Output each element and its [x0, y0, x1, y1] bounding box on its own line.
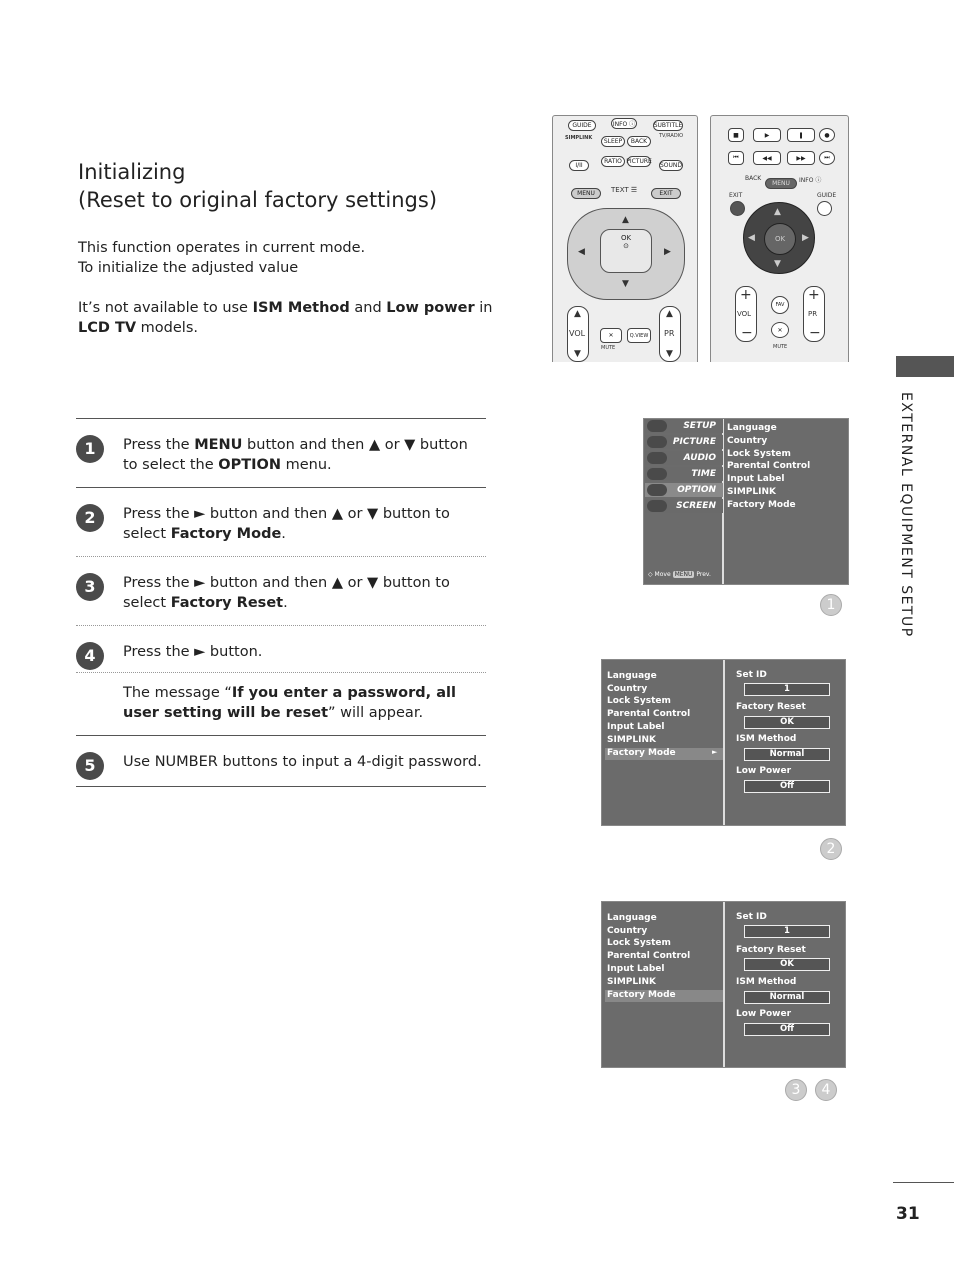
lcd-tv-term: LCD TV — [78, 320, 137, 336]
step-number: 2 — [76, 504, 104, 532]
option-term: OPTION — [218, 457, 281, 473]
sleep-button[interactable]: SLEEP — [601, 136, 625, 147]
ok-button-right[interactable]: OK — [764, 223, 796, 255]
intro-text-fragment: and — [349, 300, 387, 316]
category-label: SETUP — [683, 421, 716, 431]
remote-control-illustration — [552, 115, 849, 362]
ism-method-field[interactable]: Normal — [744, 748, 830, 761]
volume-rocker-right[interactable] — [735, 286, 757, 342]
ism-method-term: ISM Method — [252, 300, 350, 316]
step-2 — [76, 488, 486, 557]
menu-item[interactable]: Language — [607, 913, 657, 923]
factory-mode-term: Factory Mode — [170, 526, 282, 542]
right-arrow-icon[interactable]: ▶ — [802, 233, 809, 243]
page-title — [78, 158, 437, 214]
menu-button-right[interactable]: MENU — [765, 178, 797, 189]
setting-label: ISM Method — [736, 734, 797, 744]
factory-reset-field[interactable]: OK — [744, 716, 830, 729]
menu-item[interactable]: SIMPLINK — [727, 487, 776, 497]
ism-method-field[interactable]: Normal — [744, 991, 830, 1004]
factory-reset-field[interactable]: OK — [744, 958, 830, 971]
menu-divider — [723, 660, 725, 825]
tvradio-label: TV/RADIO — [659, 133, 684, 139]
remote-left — [552, 115, 698, 362]
category-label: SCREEN — [676, 501, 716, 511]
step-text: Press the — [123, 437, 195, 453]
step-number: 3 — [76, 573, 104, 601]
factory-reset-term: Factory Reset — [170, 595, 284, 611]
volume-plus-icon[interactable]: + — [740, 287, 752, 303]
category-label: PICTURE — [672, 437, 716, 447]
time-icon — [647, 468, 667, 480]
down-arrow-icon[interactable]: ▼ — [774, 259, 781, 269]
back-label: BACK — [745, 175, 762, 182]
menu-item[interactable]: Language — [607, 671, 657, 681]
sound-button[interactable]: SOUND — [659, 162, 683, 169]
steps-list — [76, 418, 486, 787]
guide-label: GUIDE — [817, 192, 837, 199]
title-line-2: (Reset to original factory settings) — [78, 188, 438, 212]
subtitle-button[interactable]: SUBTITLE — [653, 122, 683, 129]
title-line-1: Initializing — [78, 160, 186, 184]
setting-label: Set ID — [736, 912, 767, 922]
menu-item[interactable]: Lock System — [607, 696, 671, 706]
intro-line-2: To initialize the adjusted value — [78, 260, 299, 276]
pause-icon: ❚ — [798, 131, 804, 139]
dual-button[interactable]: I/II — [569, 160, 589, 171]
category-setup[interactable] — [645, 419, 723, 433]
section-label: EXTERNAL EQUIPMENT SETUP — [898, 392, 914, 638]
intro-text-fragment: It’s not available to use — [78, 300, 253, 316]
menu-item[interactable]: Parental Control — [607, 709, 691, 719]
left-arrow-icon[interactable]: ◀ — [578, 247, 585, 257]
stop-button[interactable] — [728, 128, 744, 142]
previous-icon: ⏮ — [733, 154, 739, 161]
fast-forward-button[interactable] — [787, 151, 815, 165]
step-number: 5 — [76, 752, 104, 780]
callout-2: 2 — [820, 838, 842, 860]
stop-icon: ■ — [733, 131, 739, 139]
fav-button[interactable]: FAV — [771, 296, 789, 314]
menu-item[interactable]: SIMPLINK — [607, 735, 656, 745]
screen-icon — [647, 500, 667, 512]
right-arrow-icon[interactable]: ▶ — [664, 247, 671, 257]
ok-label: OK — [620, 234, 632, 242]
menu-item[interactable]: Country — [607, 926, 648, 936]
record-button[interactable] — [819, 128, 835, 142]
up-arrow-icon[interactable]: ▲ — [774, 207, 781, 217]
next-button[interactable] — [819, 151, 835, 165]
step-4 — [76, 626, 486, 673]
low-power-term: Low power — [386, 300, 475, 316]
low-power-field[interactable]: Off — [744, 780, 830, 793]
picture-button[interactable]: PICTURE — [626, 158, 652, 165]
message-text: The message “ — [123, 685, 232, 701]
intro-line-4 — [78, 318, 492, 338]
program-rocker-right[interactable] — [803, 286, 825, 342]
program-minus-icon[interactable]: − — [809, 325, 821, 341]
callout-3: 3 — [785, 1079, 807, 1101]
previous-button[interactable] — [728, 151, 744, 165]
program-rocker[interactable] — [659, 306, 681, 362]
mute-button[interactable] — [600, 328, 622, 343]
menu-item[interactable]: Input Label — [607, 722, 665, 732]
setting-label: ISM Method — [736, 977, 797, 987]
play-icon: ▶ — [764, 131, 770, 139]
setting-label: Factory Reset — [736, 945, 806, 955]
vol-label: VOL — [737, 310, 752, 318]
rewind-icon: ◀◀ — [762, 154, 772, 162]
menu-item[interactable]: Language — [727, 423, 777, 433]
menu-item[interactable]: Parental Control — [607, 951, 691, 961]
navigation-pad[interactable] — [567, 208, 685, 300]
menu-item[interactable]: SIMPLINK — [607, 977, 656, 987]
menu-item[interactable]: Country — [727, 436, 768, 446]
text-button[interactable]: TEXT ☰ — [611, 186, 638, 194]
callout-1: 1 — [820, 594, 842, 616]
set-id-field[interactable]: 1 — [744, 683, 830, 696]
menu-key-badge: MENU — [674, 571, 693, 578]
step-5 — [76, 736, 486, 786]
mute-icon: ✕ — [777, 326, 783, 334]
qview-button[interactable]: Q.VIEW — [627, 328, 651, 343]
exit-label: EXIT — [729, 192, 743, 199]
down-arrow-icon[interactable]: ▼ — [622, 279, 629, 289]
option-icon — [647, 484, 667, 496]
mute-button-right[interactable] — [771, 322, 789, 338]
menu-button[interactable]: MENU — [571, 188, 601, 199]
left-arrow-icon[interactable]: ◀ — [748, 233, 755, 243]
next-icon: ⏭ — [824, 154, 830, 161]
set-id-field[interactable]: 1 — [744, 925, 830, 938]
section-tab — [896, 356, 954, 377]
exit-button-right[interactable] — [730, 201, 745, 216]
page-number: 31 — [896, 1204, 920, 1224]
volume-up-icon[interactable]: ▲ — [574, 309, 581, 319]
audio-icon — [647, 452, 667, 464]
menu-divider — [723, 902, 725, 1067]
intro-text-fragment: models. — [136, 320, 199, 336]
callout-4: 4 — [815, 1079, 837, 1101]
menu-item[interactable]: Lock System — [607, 938, 671, 948]
intro-text — [78, 238, 492, 338]
category-label: OPTION — [677, 485, 716, 495]
move-label: Move — [654, 571, 671, 578]
info-button[interactable]: INFO ⓘ — [611, 118, 637, 129]
setting-label: Factory Reset — [736, 702, 806, 712]
mute-label: MUTE — [601, 345, 616, 351]
intro-line-3 — [78, 298, 492, 318]
program-plus-icon[interactable]: + — [808, 287, 820, 303]
step-text: Press the ► button and then ▲ or ▼ button to select — [123, 575, 450, 611]
menu-item[interactable]: Parental Control — [727, 461, 811, 471]
step-number: 1 — [76, 435, 104, 463]
simplink-label: SIMPLINK — [565, 135, 593, 141]
ok-button[interactable] — [600, 229, 652, 273]
menu-item[interactable]: Input Label — [607, 964, 665, 974]
category-label: AUDIO — [683, 453, 716, 463]
menu-item[interactable]: Factory Mode — [727, 500, 796, 510]
setting-label: Low Power — [736, 766, 792, 776]
step-1 — [76, 419, 486, 488]
pr-label: PR — [664, 329, 675, 338]
play-button[interactable] — [753, 128, 781, 142]
step-text: button and then ▲ or ▼ button to select the — [123, 437, 468, 473]
remote-right — [710, 115, 849, 362]
category-option[interactable] — [645, 483, 723, 497]
volume-minus-icon[interactable]: − — [741, 325, 753, 341]
message-text: ” will appear. — [328, 705, 424, 721]
right-arrow-icon: ► — [712, 748, 718, 756]
mute-label: MUTE — [773, 344, 788, 350]
ok-dot-icon: ⊙ — [623, 242, 629, 250]
back-button[interactable]: BACK — [627, 136, 651, 147]
record-icon: ● — [824, 131, 830, 139]
program-up-icon[interactable]: ▲ — [666, 309, 673, 319]
volume-rocker[interactable] — [567, 306, 589, 362]
prev-label: Prev. — [696, 571, 711, 578]
menu-footer — [648, 571, 711, 578]
setting-label: Low Power — [736, 1009, 792, 1019]
step-number: 4 — [76, 642, 104, 670]
menu-term: MENU — [194, 437, 243, 453]
move-icon: ◇ — [648, 571, 653, 578]
category-time[interactable] — [645, 467, 723, 481]
menu-item-factory-mode[interactable]: Factory Mode — [607, 748, 676, 758]
step-text: . — [281, 526, 286, 542]
step-text: menu. — [280, 457, 332, 473]
guide-button-right[interactable] — [817, 201, 832, 216]
step-text: Use NUMBER buttons to input a 4-digit password. — [123, 754, 482, 770]
rewind-button[interactable] — [753, 151, 781, 165]
menu-item[interactable]: Country — [607, 684, 648, 694]
step-3 — [76, 557, 486, 626]
volume-down-icon[interactable]: ▼ — [574, 349, 581, 359]
category-screen[interactable] — [645, 499, 723, 513]
up-arrow-icon[interactable]: ▲ — [622, 215, 629, 225]
info-label: INFO ⓘ — [799, 177, 822, 184]
pr-label: PR — [808, 310, 818, 318]
password-warning-message: If you enter a password, all user setting will be reset — [123, 685, 456, 721]
menu-item-factory-mode[interactable]: Factory Mode — [607, 990, 676, 1000]
intro-text-fragment: in — [474, 300, 493, 316]
category-label: TIME — [691, 469, 716, 479]
menu-item[interactable]: Input Label — [727, 474, 785, 484]
page-number-rule — [893, 1182, 954, 1183]
setting-label: Set ID — [736, 670, 767, 680]
pause-button[interactable] — [787, 128, 815, 142]
menu-item[interactable]: Lock System — [727, 449, 791, 459]
picture-icon — [647, 436, 667, 448]
setup-icon — [647, 420, 667, 432]
guide-button[interactable]: GUIDE — [568, 120, 596, 131]
program-down-icon[interactable]: ▼ — [666, 349, 673, 359]
step-4-message — [76, 673, 486, 736]
exit-button[interactable]: EXIT — [651, 188, 681, 199]
step-text: Press the ► button. — [123, 644, 263, 660]
step-text: . — [283, 595, 288, 611]
step-text: Press the ► button and then ▲ or ▼ button to select — [123, 506, 450, 542]
vol-label: VOL — [569, 329, 586, 338]
osd-main-menu — [643, 418, 849, 585]
osd-factory-reset-menu — [601, 901, 846, 1068]
ratio-button[interactable]: RATIO — [601, 156, 625, 167]
low-power-field[interactable]: Off — [744, 1023, 830, 1036]
osd-factory-mode-menu — [601, 659, 846, 826]
intro-line-1: This function operates in current mode. — [78, 240, 366, 256]
mute-icon: ✕ — [608, 332, 614, 339]
category-audio[interactable] — [645, 451, 723, 465]
category-picture[interactable] — [645, 435, 723, 449]
fast-forward-icon: ▶▶ — [796, 154, 806, 162]
navigation-pad-right[interactable] — [743, 202, 815, 274]
